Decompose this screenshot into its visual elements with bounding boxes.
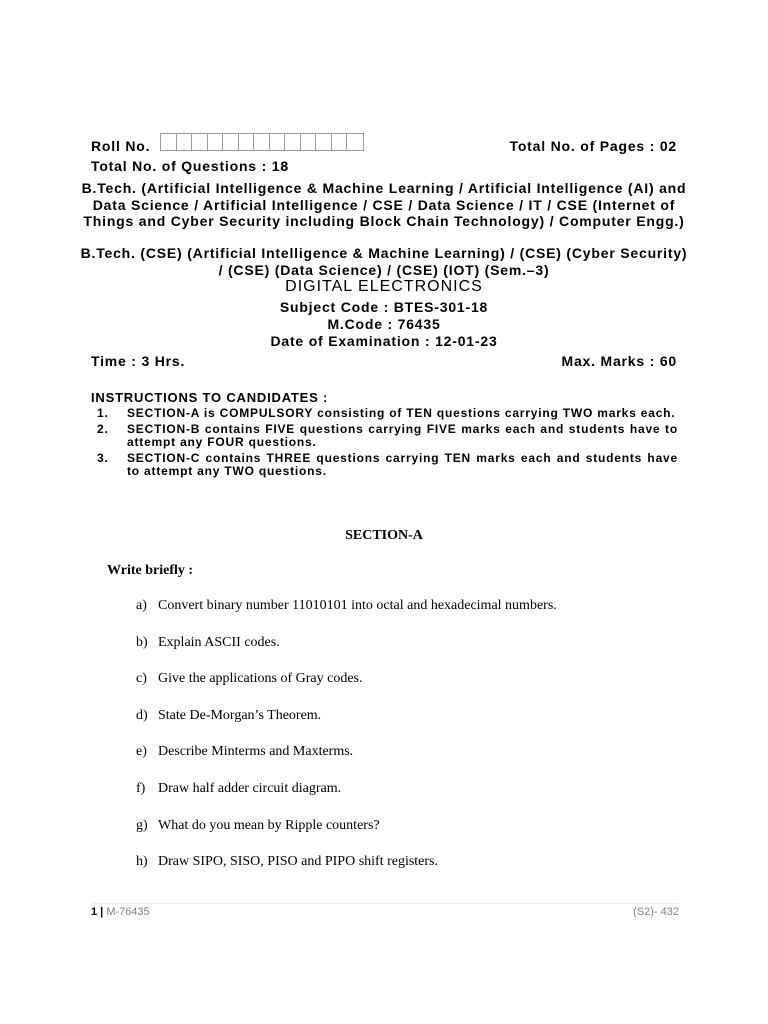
roll-no-box <box>192 134 208 150</box>
question-item <box>136 818 557 855</box>
program-description-1: B.Tech. (Artificial Intelligence & Machine Learning / Artificial Intelligence (AI) and Data Science / Artificial Intelligence / CSE / Data Science / IT / CSE (Internet of Things and Cyber Security including Block Chain Technology) / Computer Engg.) <box>81 180 687 229</box>
question-item <box>136 854 557 891</box>
max-marks: Max. Marks : 60 <box>561 353 677 369</box>
footer-code: M-76435 <box>106 906 150 918</box>
exam-time: Time : 3 Hrs. <box>91 353 186 369</box>
roll-no-box <box>177 134 193 150</box>
question-label: b) <box>136 634 148 650</box>
question-label: d) <box>136 707 148 723</box>
roll-no-box <box>208 134 224 150</box>
instruction-item <box>91 423 678 450</box>
instructions-list <box>91 407 678 481</box>
roll-no-box <box>301 134 317 150</box>
question-item <box>136 781 557 818</box>
instruction-number: 2. <box>97 421 109 436</box>
roll-no-label: Roll No. <box>91 138 151 154</box>
question-text: Draw SIPO, SISO, PISO and PIPO shift registers. <box>158 854 439 870</box>
total-questions: Total No. of Questions : 18 <box>91 158 289 174</box>
question-text: Convert binary number 11010101 into octal and hexadecimal numbers. <box>158 598 557 613</box>
question-text: Explain ASCII codes. <box>158 634 280 650</box>
question-label: f) <box>136 780 146 796</box>
roll-no-box <box>223 134 239 150</box>
subject-title: DIGITAL ELECTRONICS <box>285 278 483 295</box>
roll-no-box <box>239 134 255 150</box>
footer-separator: | <box>97 906 107 918</box>
roll-no-boxes <box>160 133 364 151</box>
instructions-heading: INSTRUCTIONS TO CANDIDATES : <box>91 390 329 405</box>
question-label: c) <box>136 671 147 687</box>
exam-date: Date of Examination : 12-01-23 <box>270 333 498 349</box>
footer-page-number: 1 <box>91 906 98 918</box>
roll-no-box <box>254 134 270 150</box>
question-item <box>136 671 557 708</box>
roll-no-box <box>161 134 177 150</box>
total-pages: Total No. of Pages : 02 <box>509 138 677 154</box>
section-a-heading: SECTION-A <box>345 528 423 543</box>
write-briefly-prompt: Write briefly : <box>107 563 194 578</box>
roll-no-box <box>285 134 301 150</box>
question-text: What do you mean by Ripple counters? <box>158 817 380 833</box>
question-text: Give the applications of Gray codes. <box>158 671 363 687</box>
instruction-text: SECTION-A is COMPULSORY consisting of TEN questions carrying TWO marks each. <box>127 406 676 420</box>
question-text: State De-Morgan’s Theorem. <box>158 707 322 723</box>
question-item <box>136 708 557 745</box>
question-label: e) <box>136 744 147 760</box>
program-description-2: B.Tech. (CSE) (Artificial Intelligence & Machine Learning) / (CSE) (Cyber Security) / (CSE) (Data Science) / (CSE) (IOT) (Sem.–3) <box>80 245 688 278</box>
question-label: g) <box>136 817 148 833</box>
question-text: Draw half adder circuit diagram. <box>158 780 342 796</box>
footer-series: (S2)- 432 <box>633 906 679 918</box>
question-text: Describe Minterms and Maxterms. <box>158 744 354 760</box>
roll-no-box <box>347 134 363 150</box>
m-code: M.Code : 76435 <box>327 316 441 332</box>
roll-no-box <box>332 134 348 150</box>
roll-no-box <box>316 134 332 150</box>
instruction-number: 1. <box>97 406 109 420</box>
instruction-item <box>91 452 678 479</box>
question-item <box>136 744 557 781</box>
instruction-number: 3. <box>97 450 109 465</box>
instruction-text: SECTION-C contains THREE questions carrying TEN marks each and students have to attempt any TWO questions. <box>127 450 678 478</box>
question-item <box>136 598 557 635</box>
question-item <box>136 635 557 672</box>
instruction-item <box>91 407 678 421</box>
subject-code: Subject Code : BTES-301-18 <box>279 299 489 315</box>
instruction-text: SECTION-B contains FIVE questions carrying FIVE marks each and students have to attempt any FOUR questions. <box>127 421 678 449</box>
question-label: a) <box>136 598 147 613</box>
roll-no-box <box>270 134 286 150</box>
footer-divider <box>91 903 678 904</box>
footer-page-info <box>91 906 150 918</box>
question-label: h) <box>136 854 148 870</box>
question-list <box>136 598 557 891</box>
